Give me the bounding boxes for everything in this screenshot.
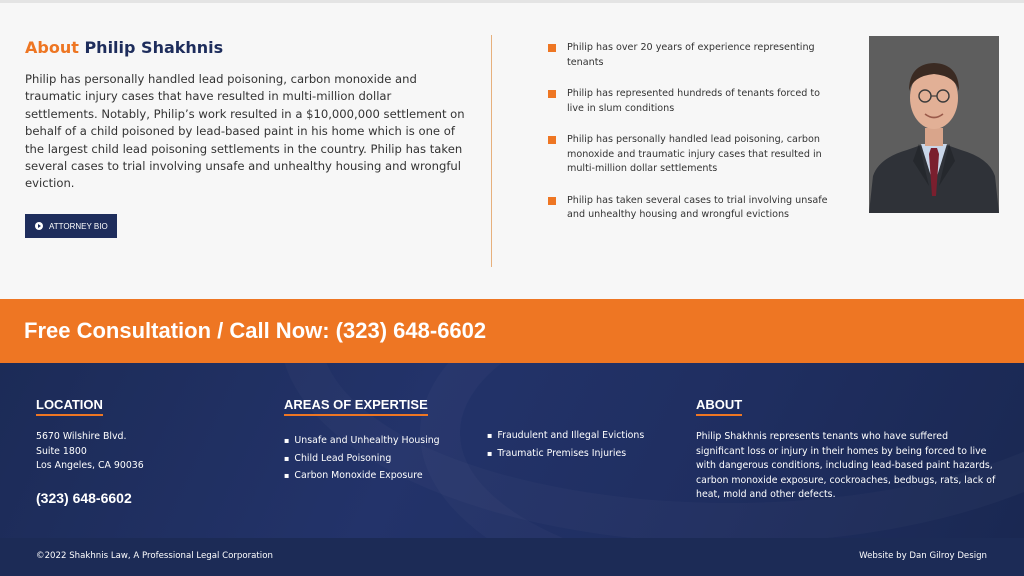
address-line: 5670 Wilshire Blvd. <box>36 431 127 442</box>
expertise-link[interactable]: ▪ Carbon Monoxide Exposure <box>284 467 684 485</box>
footer-bottom-bar <box>0 538 1024 576</box>
highlight-item: Philip has taken several cases to trial involving unsafe and unhealthy housing and wrongful evictions <box>548 194 838 223</box>
copyright-text: ©2022 Shakhnis Law, A Professional Legal Corporation <box>36 551 273 561</box>
address-line: Suite 1800 <box>36 445 87 457</box>
attorney-bio-button[interactable] <box>25 214 117 238</box>
footer-location-column <box>36 396 144 506</box>
square-bullet-icon <box>548 90 556 98</box>
play-circle-icon <box>35 222 43 230</box>
footer-about-text: Philip Shakhnis represents tenants who have suffered significant loss or injury in their homes by being forced to live with dangerous conditions, including lead-based paint hazards, carbon monoxide exposure, cockroaches, bedbugs, rats, lack of heat, mold and other defects. <box>696 431 996 501</box>
expertise-link[interactable]: ▪ Child Lead Poisoning <box>284 450 684 468</box>
address-block <box>36 430 144 474</box>
about-left-column <box>25 37 465 231</box>
expertise-link[interactable]: ▪ Unsafe and Unhealthy Housing <box>284 432 684 450</box>
portrait-image <box>869 36 999 213</box>
footer-about-heading: ABOUT <box>696 397 742 416</box>
cta-phone-link[interactable]: Free Consultation / Call Now: (323) 648-6602 <box>24 318 487 343</box>
about-paragraph: Philip has personally handled lead poisoning, carbon monoxide and traumatic injury cases that have resulted in multi-million dollar settlements. Notably, Philip’s work resulted in a $10,000,000 settlement on behalf of a child poisoned by lead-based paint in his home which is one of the largest child lead poisoning settlements in the country. Philip has taken several cases to trial involving unsafe and unhealthy housing and wrongful eviction. <box>25 72 465 191</box>
highlights-list <box>548 41 838 240</box>
about-heading <box>25 37 465 59</box>
about-heading-name: Philip Shakhnis <box>84 38 224 57</box>
attorney-bio-label: ATTORNEY BIO <box>49 221 108 231</box>
highlight-item: Philip has personally handled lead poisoning, carbon monoxide and traumatic injury cases that resulted in multi-million dollar settlements <box>548 133 838 177</box>
square-bullet-icon <box>548 136 556 144</box>
footer-about-column <box>696 396 996 503</box>
vertical-divider <box>491 35 492 267</box>
expertise-heading: AREAS OF EXPERTISE <box>284 397 428 416</box>
footer-phone-link[interactable]: (323) 648-6602 <box>36 489 132 506</box>
square-bullet-icon <box>548 197 556 205</box>
expertise-link[interactable]: ▪ Traumatic Premises Injuries <box>487 445 644 463</box>
location-heading: LOCATION <box>36 397 103 416</box>
square-bullet-icon <box>548 44 556 52</box>
expertise-link[interactable]: ▪ Fraudulent and Illegal Evictions <box>487 427 644 445</box>
address-line: Los Angeles, CA 90036 <box>36 460 144 472</box>
designer-credit-link[interactable]: Website by Dan Gilroy Design <box>859 551 987 561</box>
about-heading-accent: About <box>25 38 79 57</box>
expertise-list-secondary <box>487 427 644 462</box>
call-to-action-bar <box>0 299 1024 363</box>
site-footer <box>0 363 1024 538</box>
highlight-item: Philip has over 20 years of experience representing tenants <box>548 41 838 70</box>
about-section <box>0 3 1024 299</box>
highlight-item: Philip has represented hundreds of tenants forced to live in slum conditions <box>548 87 838 116</box>
attorney-portrait <box>869 36 999 213</box>
